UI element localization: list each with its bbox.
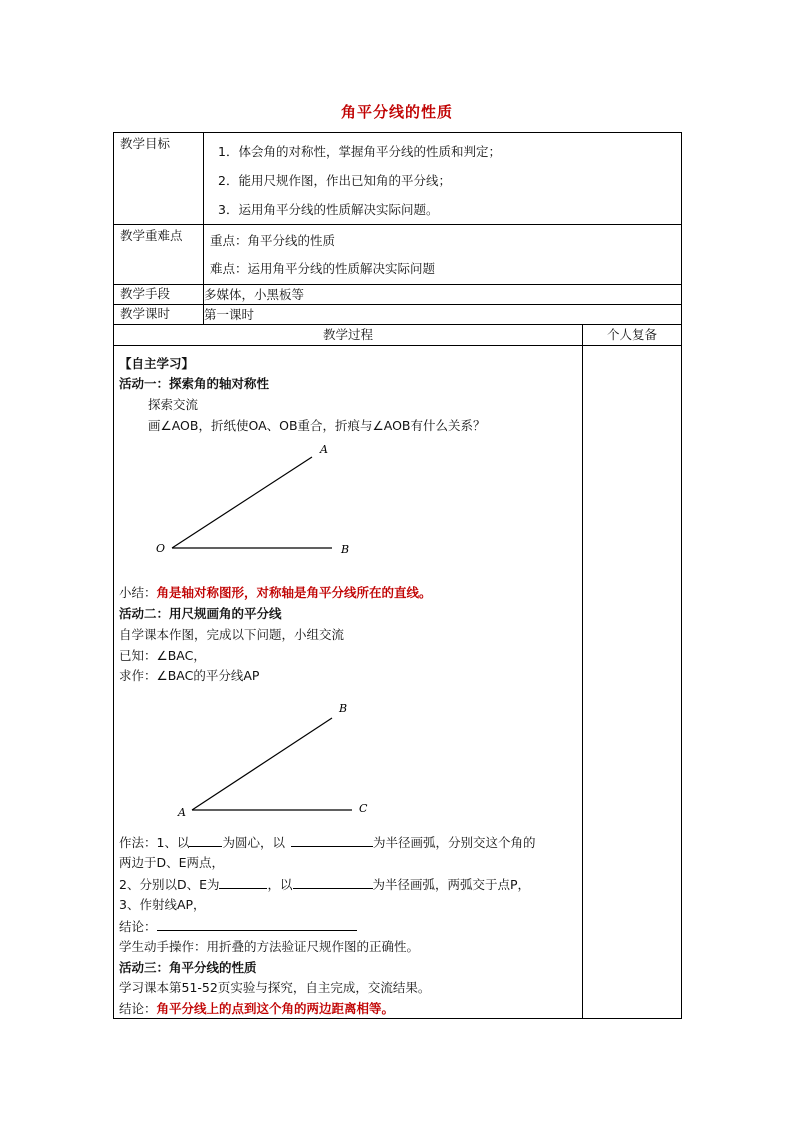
key-label: 教学重难点	[114, 225, 204, 285]
activity-3-title: 活动三：角平分线的性质	[119, 960, 257, 975]
method-2c: 为半径画弧，两弧交于点P，	[372, 877, 531, 892]
process-header-row	[114, 325, 682, 346]
goal-item-1: 1．体会角的对称性，掌握角平分线的性质和判定；	[218, 144, 501, 159]
label-a: A	[320, 443, 328, 456]
blank-conclusion	[157, 917, 357, 931]
goal-item-2: 2．能用尺规作图，作出已知角的平分线；	[218, 173, 451, 188]
goal-row	[114, 133, 682, 225]
activity-1-title: 活动一：探索角的轴对称性	[119, 376, 270, 391]
label-o: O	[156, 542, 166, 555]
prep-cell[interactable]	[583, 346, 682, 1019]
method-2a: 2、分别以D、E为	[119, 877, 220, 892]
means-row	[114, 285, 682, 305]
summary-label: 小结：	[119, 585, 157, 600]
period-row	[114, 305, 682, 325]
difficult-point: 难点：运用角平分线的性质解决实际问题	[210, 261, 436, 276]
process-header: 教学过程	[114, 325, 583, 346]
label-b: B	[341, 543, 350, 556]
angle-bac-figure	[114, 686, 574, 826]
blank-radius	[291, 833, 373, 847]
means-label: 教学手段	[114, 285, 204, 305]
find: 求作：∠BAC的平分线AP	[119, 668, 260, 683]
summary	[119, 584, 432, 602]
period-value: 第一课时	[204, 305, 682, 325]
angle-aob-figure	[114, 346, 574, 606]
goal-label: 教学目标	[114, 133, 204, 225]
key-point: 重点：角平分线的性质	[210, 233, 336, 248]
period-label: 教学课时	[114, 305, 204, 325]
lesson-plan-table	[113, 132, 682, 1019]
method-step-3: 3、作射线AP，	[119, 897, 206, 912]
activity-1-sub: 探索交流	[148, 397, 199, 412]
known: 已知：∠BAC，	[119, 648, 206, 663]
prep-header: 个人复备	[583, 325, 682, 346]
blank-centers	[219, 875, 267, 889]
label-b2: B	[339, 702, 348, 715]
activity-2-title: 活动二：用尺规画角的平分线	[119, 606, 282, 621]
key-cell	[204, 225, 682, 285]
section-title: 【自主学习】	[119, 356, 195, 371]
method-2b: ，以	[267, 877, 293, 892]
process-cell	[114, 346, 583, 1019]
activity-3-conclusion	[119, 1000, 394, 1018]
page-title: 角平分线的性质	[340, 103, 453, 121]
activity-1-question: 画∠AOB，折纸使OA、OB重合，折痕与∠AOB有什么关系？	[148, 418, 486, 433]
process-row	[114, 346, 682, 1019]
blank-center	[189, 833, 222, 847]
means-value: 多媒体，小黑板等	[204, 285, 682, 305]
method-step-2	[119, 875, 530, 894]
conclusion	[119, 917, 357, 936]
blank-radius-2	[293, 875, 373, 889]
label-c2: C	[359, 802, 368, 815]
method-step-1b: 两边于D、E两点，	[119, 855, 225, 870]
ray-ab	[192, 718, 332, 810]
activity-3-line: 学习课本第51-52页实验与探究，自主完成，交流结果。	[119, 980, 431, 995]
goal-item-3: 3．运用角平分线的性质解决实际问题。	[218, 202, 439, 217]
conclusion-label: 结论：	[119, 919, 157, 934]
act3-conclusion-label: 结论：	[119, 1001, 157, 1016]
key-row	[114, 225, 682, 285]
goal-cell	[204, 133, 682, 225]
method-1c: 为半径画弧，分别交这个角的	[372, 835, 536, 850]
activity-2-line: 自学课本作图，完成以下问题，小组交流	[119, 627, 345, 642]
label-a2: A	[178, 806, 186, 819]
verify-line: 学生动手操作：用折叠的方法验证尺规作图的正确性。	[119, 939, 420, 954]
ray-oa	[172, 457, 312, 548]
method-step-1	[119, 833, 535, 852]
summary-text: 角是轴对称图形，对称轴是角平分线所在的直线。	[156, 585, 432, 600]
act3-conclusion-text: 角平分线上的点到这个角的两边距离相等。	[156, 1001, 395, 1016]
method-1a: 作法：1、以	[119, 835, 190, 850]
method-1b: 为圆心，以	[222, 835, 285, 850]
